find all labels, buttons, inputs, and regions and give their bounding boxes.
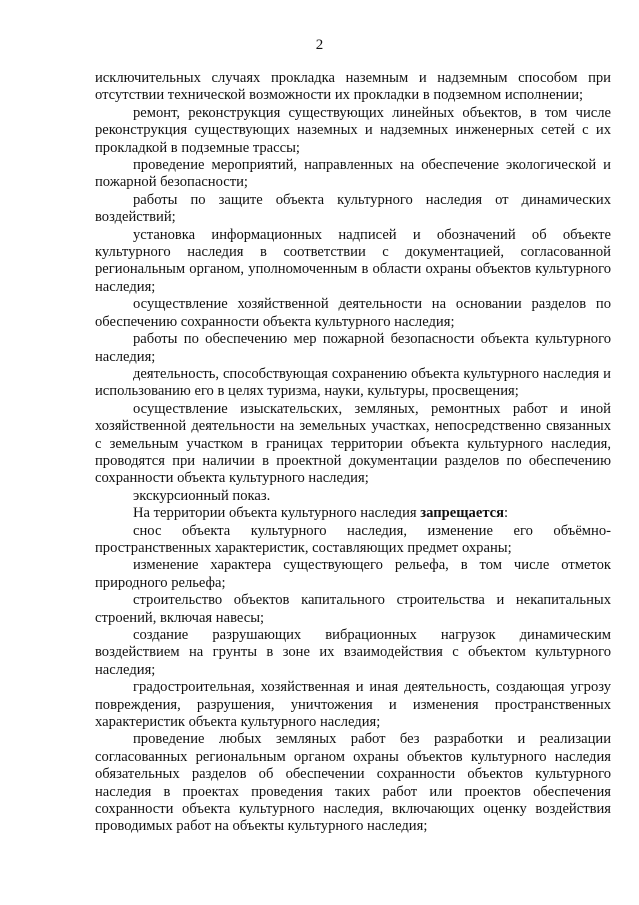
prohibition-heading-emphasis: запрещается bbox=[420, 505, 505, 522]
prohibition-item: градостроительная, хозяйственная и иная деятельность, создающая угрозу повреждения, разрушения, уничтожения и изменения пространственных характеристик объекта культурного наследия; bbox=[95, 679, 611, 731]
prohibition-item: изменение характера существующего рельефа, в том числе отметок природного рельефа; bbox=[95, 557, 611, 591]
paragraph: работы по обеспечению мер пожарной безопасности объекта культурного наследия; bbox=[95, 331, 611, 365]
paragraph: деятельность, способствующая сохранению объекта культурного наследия и использованию его в целях туризма, науки, культуры, просвещения; bbox=[95, 365, 611, 400]
prohibition-item: снос объекта культурного наследия, изменение его объёмно-пространственных характеристик, составляющих предмет охраны; bbox=[95, 522, 611, 556]
document-body bbox=[95, 70, 611, 836]
prohibition-item: проведение любых земляных работ без разработки и реализации согласованных региональным органом охраны объектов культурного наследия обязательных разделов об обеспечении сохранности объектов культурного наследия в проектах проведения таких работ или проектов обеспечения сохранности объекта культурного наследия, включающих оценку воздействия проводимых работ на объекты культурного наследия; bbox=[95, 731, 611, 835]
paragraph: осуществление изыскательских, земляных, ремонтных работ и иной хозяйственной деятельности на земельных участках, непосредственно связанных с земельным участком в границах территории объекта культурного наследия, проводятся при наличии в проектной документации разделов по обеспечению сохранности объекта культурного наследия; bbox=[95, 400, 611, 487]
paragraph: экскурсионный показ. bbox=[133, 487, 271, 504]
prohibition-item: строительство объектов капитального строительства и некапитальных строений, включая навесы; bbox=[95, 592, 611, 626]
prohibition-heading-suffix: : bbox=[504, 505, 509, 522]
paragraph: ремонт, реконструкция существующих линейных объектов, в том числе реконструкция существующих наземных и надземных инженерных сетей с их прокладкой в подземные трассы; bbox=[95, 104, 611, 156]
paragraph: проведение мероприятий, направленных на обеспечение экологической и пожарной безопасности; bbox=[95, 157, 611, 191]
paragraph: работы по защите объекта культурного наследия от динамических воздействий; bbox=[95, 191, 611, 226]
prohibition-heading bbox=[95, 505, 611, 522]
prohibition-heading-prefix: На территории объекта культурного наследия bbox=[133, 505, 421, 522]
prohibition-item: создание разрушающих вибрационных нагрузок динамическим воздействием на грунты в зоне их взаимодействия с объектом культурного наследия; bbox=[95, 627, 611, 678]
page-number: 2 bbox=[315, 37, 324, 53]
paragraph-continued: исключительных случаях прокладка наземным и надземным способом при отсутствии технической возможности их прокладки в подземном исполнении; bbox=[95, 70, 611, 104]
paragraph: установка информационных надписей и обозначений об объекте культурного наследия в соответствии с документацией, согласованной региональным органом, уполномоченным в области охраны объектов культурного наследия; bbox=[95, 226, 611, 295]
paragraph: осуществление хозяйственной деятельности на основании разделов по обеспечению сохранности объекта культурного наследия; bbox=[95, 296, 611, 330]
